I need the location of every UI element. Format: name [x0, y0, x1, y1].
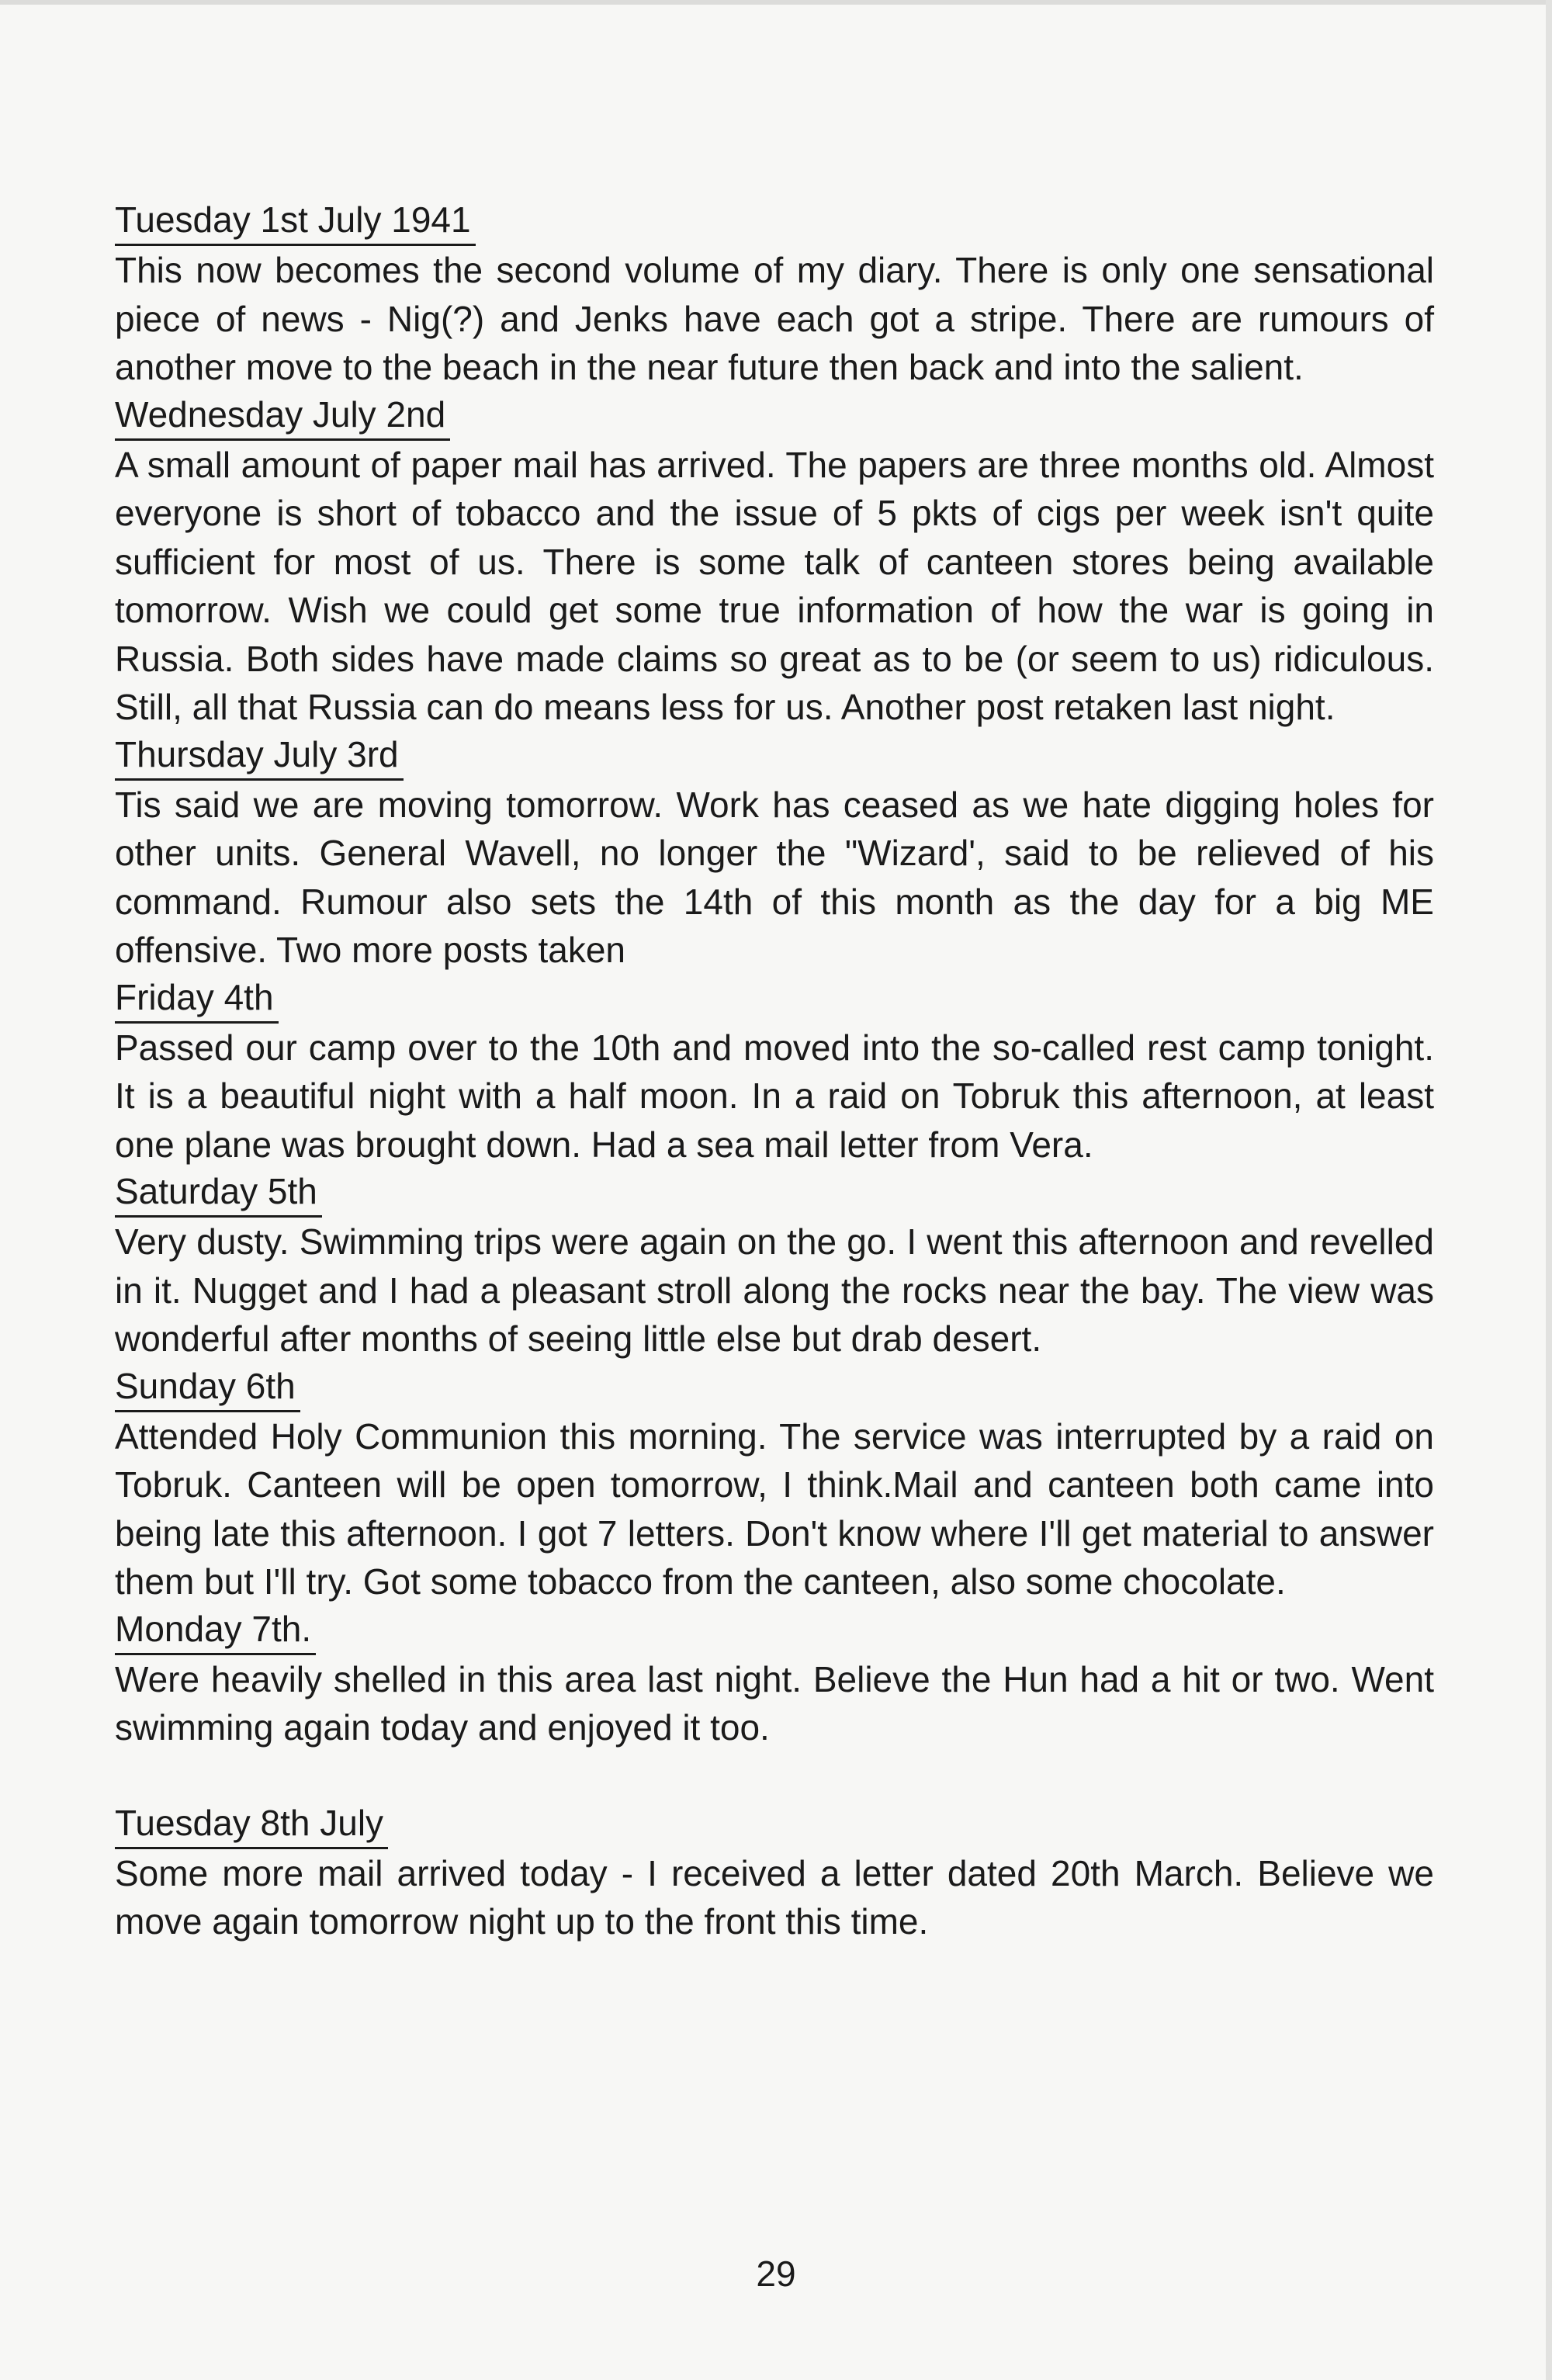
- diary-entry: [115, 1606, 1434, 1752]
- diary-entry: [115, 392, 1434, 732]
- entry-text: This now becomes the second volume of my diary. There is only one sensational piece of news - Nig(?) and Jenks have each got a stripe. There are rumours of another move to the beach in the near future then back and into the salient.: [115, 250, 1434, 387]
- diary-entry: [115, 197, 1434, 392]
- entry-date: Thursday July 3rd: [115, 732, 404, 781]
- diary-entry: [115, 1363, 1434, 1606]
- entry-date: Monday 7th.: [115, 1606, 316, 1655]
- entry-date: Friday 4th: [115, 975, 279, 1024]
- entry-date: Wednesday July 2nd: [115, 392, 450, 441]
- diary-entry: [115, 1800, 1434, 1946]
- diary-entry: [115, 732, 1434, 975]
- diary-entry: [115, 975, 1434, 1169]
- entry-text: Tis said we are moving tomorrow. Work has ceased as we hate digging holes for other units. General Wavell, no longer the "Wizard', said to be relieved of his command. Rumour also sets the 14th of this month as the day for a big ME offensive. Two more posts taken: [115, 784, 1434, 970]
- entry-date: Tuesday 1st July 1941: [115, 197, 476, 246]
- entry-text: Very dusty. Swimming trips were again on the go. I went this afternoon and revelled in it. Nugget and I had a pleasant stroll along the rocks near the bay. The view was wonderful after months of seeing little else but drab desert.: [115, 1221, 1434, 1359]
- diary-page: [115, 197, 1434, 1946]
- entry-date: Sunday 6th: [115, 1363, 300, 1412]
- diary-entry: [115, 1169, 1434, 1363]
- entry-text: Were heavily shelled in this area last night. Believe the Hun had a hit or two. Went swimming again today and enjoyed it too.: [115, 1658, 1434, 1748]
- entry-text: A small amount of paper mail has arrived. The papers are three months old. Almost everyone is short of tobacco and the issue of 5 pkts of cigs per week isn't quite sufficient for most of us. There is some talk of canteen stores being available tomorrow. Wish we could get some true information of how the war is going in Russia. Both sides have made claims so great as to be (or seem to us) ridiculous. Still, all that Russia can do means less for us. Another post retaken last night.: [115, 444, 1434, 727]
- page-edge-right: [1546, 0, 1552, 2380]
- entry-date: Saturday 5th: [115, 1169, 322, 1218]
- page-number: 29: [756, 2254, 796, 2294]
- entry-text: Attended Holy Communion this morning. The service was interrupted by a raid on Tobruk. Canteen will be open tomorrow, I think.Mail and canteen both came into being late this afternoon. I got 7 letters. Don't know where I'll get material to answer them but I'll try. Got some tobacco from the canteen, also some chocolate.: [115, 1415, 1434, 1602]
- entry-date: Tuesday 8th July: [115, 1800, 388, 1849]
- entry-text: Some more mail arrived today - I received a letter dated 20th March. Believe we move again tomorrow night up to the front this time.: [115, 1852, 1434, 1942]
- page-edge: [0, 0, 1552, 5]
- entry-text: Passed our camp over to the 10th and moved into the so-called rest camp tonight. It is a beautiful night with a half moon. In a raid on Tobruk this afternoon, at least one plane was brought down. Had a sea mail letter from Vera.: [115, 1027, 1434, 1165]
